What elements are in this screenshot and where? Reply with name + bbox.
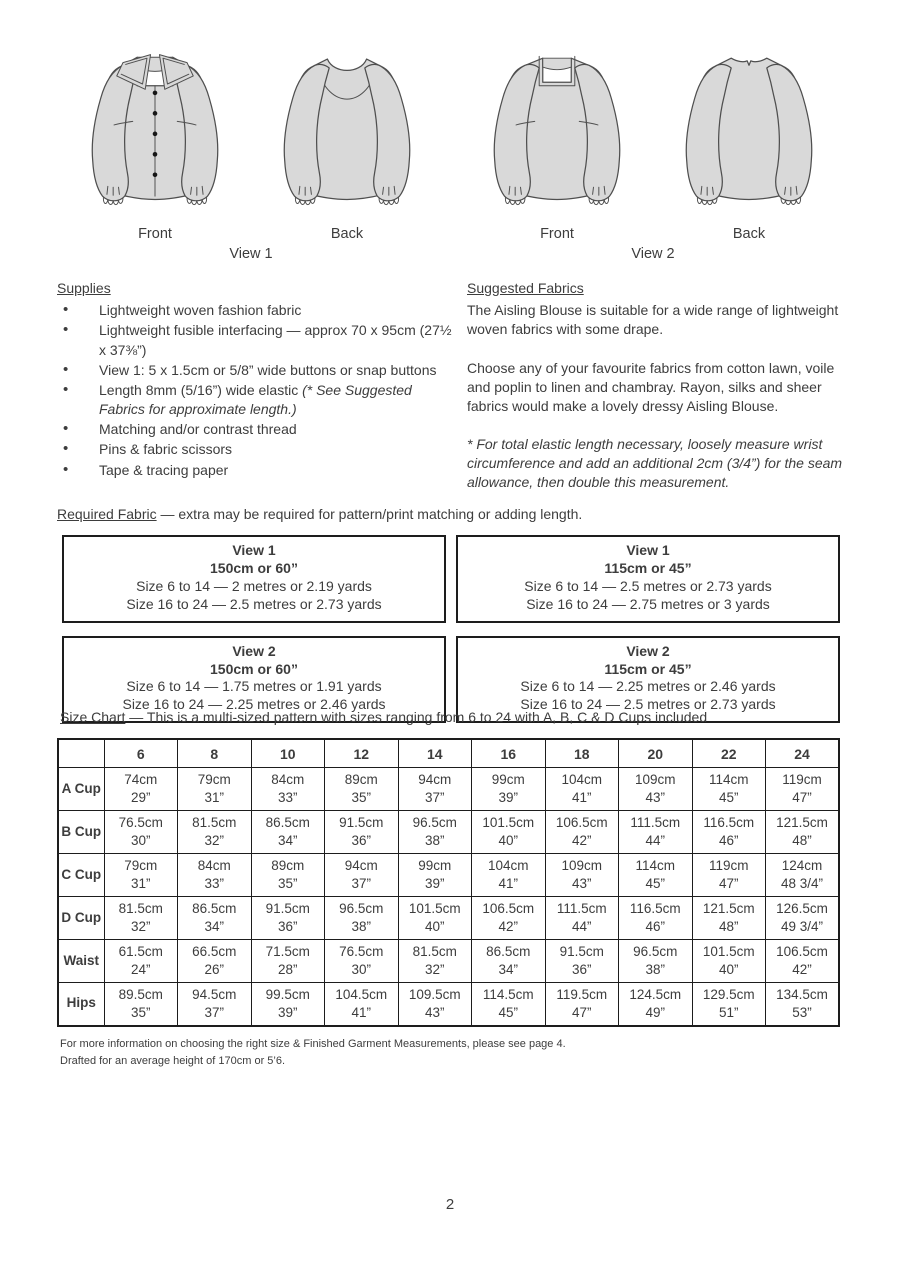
- supply-item-text: View 1: 5 x 1.5cm or 5/8” wide buttons or snap buttons: [99, 361, 437, 378]
- measurement-cell: [398, 811, 472, 854]
- measurement-inches: 40”: [718, 962, 739, 977]
- size-chart-heading-label: Size Chart: [60, 709, 126, 725]
- measurement-cm: 96.5cm: [339, 901, 384, 917]
- view2-front-figure: [468, 34, 646, 242]
- fabric-requirement-box: [62, 535, 446, 623]
- measurement-inches: 48 3/4”: [780, 876, 824, 891]
- suggested-fabrics-paragraph-1: The Aisling Blouse is suitable for a wide range of lightweight woven fabrics with some drape.: [467, 302, 839, 338]
- view1-front-blouse-illustration: [66, 34, 244, 223]
- fabric-box-view-title: View 2: [626, 642, 670, 659]
- measurement-inches: 28”: [277, 962, 298, 977]
- measurement-inches: 48”: [718, 919, 739, 934]
- measurement-inches: 42”: [498, 919, 518, 934]
- measurement-cm: 94cm: [344, 858, 378, 874]
- measurement-cm: 119.5cm: [556, 987, 608, 1003]
- measurement-cm: 116.5cm: [703, 815, 755, 831]
- supplies-section: [57, 279, 453, 493]
- measurement-cell: [398, 768, 472, 811]
- measurement-cell: [104, 983, 178, 1026]
- measurement-cell: [545, 940, 619, 983]
- measurement-cm: 104.5cm: [335, 987, 388, 1003]
- measurement-cell: [472, 768, 546, 811]
- chart-note-line1: For more information on choosing the right size & Finished Garment Measurements, please see page 4.: [60, 1038, 566, 1050]
- size-chart-header-row: [58, 739, 839, 768]
- measurement-cell: [545, 897, 619, 940]
- measurement-inches: 37”: [424, 790, 445, 805]
- measurement-inches: 42”: [571, 833, 592, 848]
- measurement-inches: 30”: [351, 962, 371, 977]
- measurement-cell: [104, 768, 178, 811]
- supply-item-text: Lightweight woven fashion fabric: [99, 302, 302, 319]
- measurement-cm: 119cm: [782, 772, 822, 788]
- size-chart-heading-rest: — This is a multi-sized pattern with sizes ranging from 6 to 24 with A, B, C & D Cups included: [125, 709, 708, 725]
- size-chart-row: [58, 811, 839, 854]
- measurement-cm: 96.5cm: [633, 944, 678, 960]
- supply-item-italic: (* See Suggested Fabrics for approximate length.): [99, 381, 412, 418]
- size-chart-row: [58, 940, 839, 983]
- supply-item: [57, 381, 453, 419]
- measurement-cm: 101.5cm: [408, 901, 461, 917]
- measurement-inches: 36”: [351, 833, 371, 848]
- measurement-row-label: B Cup: [58, 811, 104, 854]
- measurement-inches: 34”: [204, 919, 224, 934]
- fabric-requirement-box: [456, 535, 840, 623]
- measurement-cell: [619, 768, 693, 811]
- measurement-cell: [472, 940, 546, 983]
- measurement-cell: [178, 897, 252, 940]
- measurement-cell: [251, 983, 325, 1026]
- measurement-cell: [178, 854, 252, 897]
- fabric-box-line: Size 6 to 14 — 1.75 metres or 1.91 yards: [126, 678, 382, 695]
- fabric-box-line: Size 6 to 14 — 2.25 metres or 2.46 yards: [520, 678, 776, 695]
- suggested-fabrics-paragraph-2: Choose any of your favourite fabrics from cotton lawn, voile and poplin to linen and chambray. Rayon, silks and sheer fabrics would make a lovely dressy Aisling Blouse.: [467, 359, 835, 414]
- measurement-inches: 44”: [645, 833, 665, 848]
- measurement-cell: [398, 940, 472, 983]
- measurement-cm: 89.5cm: [118, 987, 163, 1003]
- measurement-row-label: A Cup: [58, 768, 104, 811]
- measurement-inches: 34”: [498, 962, 518, 977]
- measurement-cell: [766, 768, 840, 811]
- measurement-cell: [325, 811, 399, 854]
- size-column-header: 22: [692, 739, 766, 768]
- size-column-header: 20: [619, 739, 693, 768]
- measurement-cell: [692, 897, 766, 940]
- measurement-cm: 99cm: [491, 772, 525, 788]
- measurement-cm: 121.5cm: [776, 815, 828, 831]
- measurement-row-label: Hips: [58, 983, 104, 1026]
- measurement-cell: [766, 854, 840, 897]
- measurement-cm: 104cm: [487, 858, 529, 874]
- measurement-cell: [398, 897, 472, 940]
- measurement-cm: 71.5cm: [265, 944, 310, 960]
- measurement-inches: 40”: [424, 919, 445, 934]
- measurement-inches: 31”: [204, 790, 224, 805]
- fabric-box-line: Size 6 to 14 — 2.5 metres or 2.73 yards: [524, 577, 772, 594]
- measurement-inches: 38”: [351, 919, 371, 934]
- measurement-inches: 47”: [571, 1004, 592, 1020]
- measurement-cm: 79cm: [124, 858, 158, 874]
- measurement-inches: 44”: [571, 919, 592, 934]
- view1-back-blouse-illustration: [258, 34, 436, 223]
- measurement-cell: [545, 983, 619, 1026]
- measurement-inches: 51”: [718, 1004, 739, 1020]
- required-fabric-heading-label: Required Fabric: [57, 506, 157, 522]
- measurement-cm: 99cm: [418, 858, 452, 874]
- measurement-inches: 43”: [645, 790, 665, 805]
- measurement-cm: 109cm: [634, 772, 676, 788]
- size-column-header: 16: [472, 739, 546, 768]
- supply-item: [57, 440, 453, 459]
- measurement-inches: 26”: [204, 962, 224, 977]
- measurement-cell: [325, 768, 399, 811]
- measurement-cell: [619, 854, 693, 897]
- measurement-cell: [692, 854, 766, 897]
- measurement-row-label: D Cup: [58, 897, 104, 940]
- supplies-list: [57, 301, 453, 480]
- chart-note-line2: Drafted for an average height of 170cm or 5’6.: [60, 1055, 286, 1068]
- measurement-cm: 76.5cm: [118, 815, 163, 831]
- measurement-cm: 114.5cm: [482, 987, 534, 1003]
- fabric-box-width: 115cm or 45”: [604, 660, 692, 677]
- size-column-header: 12: [325, 739, 399, 768]
- measurement-cm: 86.5cm: [192, 901, 237, 917]
- size-chart-heading: [60, 709, 707, 725]
- required-fabric-boxes: [62, 535, 840, 723]
- page-number: 2: [445, 1196, 455, 1213]
- measurement-cm: 106.5cm: [776, 944, 828, 960]
- measurement-inches: 35”: [351, 790, 371, 805]
- measurement-cm: 89cm: [344, 772, 378, 788]
- view1-front-figure: [66, 34, 244, 242]
- measurement-cm: 91.5cm: [559, 944, 604, 960]
- measurement-inches: 32”: [424, 962, 445, 977]
- measurement-inches: 31”: [130, 876, 151, 891]
- view2-label: View 2: [631, 246, 675, 262]
- measurement-cm: 119cm: [708, 858, 749, 874]
- measurement-cm: 111.5cm: [556, 901, 607, 917]
- measurement-cm: 79cm: [197, 772, 231, 788]
- measurement-cell: [766, 940, 840, 983]
- view2-group: [468, 34, 838, 262]
- measurement-inches: 36”: [571, 962, 592, 977]
- fabric-box-width: 150cm or 60”: [210, 559, 298, 576]
- fabric-box-line: Size 16 to 24 — 2.75 metres or 3 yards: [526, 595, 770, 612]
- size-chart-row: [58, 768, 839, 811]
- measurement-inches: 47”: [792, 790, 812, 805]
- measurement-cell: [472, 897, 546, 940]
- measurement-inches: 37”: [204, 1004, 224, 1020]
- measurement-cell: [251, 811, 325, 854]
- measurement-cm: 91.5cm: [265, 901, 310, 917]
- measurement-cm: 94.5cm: [192, 987, 237, 1003]
- supply-item-text: Length 8mm (5/16”) wide elastic: [99, 381, 303, 398]
- measurement-inches: 43”: [571, 876, 592, 891]
- measurement-cm: 124cm: [781, 858, 823, 874]
- view1-front-caption: Front: [138, 226, 172, 242]
- measurement-cm: 66.5cm: [192, 944, 237, 960]
- size-chart-row: [58, 854, 839, 897]
- measurement-cell: [545, 811, 619, 854]
- suggested-fabrics-section: [467, 279, 847, 493]
- view1-group: [66, 34, 436, 262]
- measurement-cm: 86.5cm: [486, 944, 531, 960]
- view2-front-blouse-illustration: [468, 34, 646, 223]
- measurement-cm: 124.5cm: [629, 987, 682, 1003]
- measurement-cell: [472, 854, 546, 897]
- measurement-cm: 81.5cm: [412, 944, 457, 960]
- measurement-row-label: Waist: [58, 940, 104, 983]
- measurement-cm: 84cm: [197, 858, 231, 874]
- measurement-cell: [766, 897, 840, 940]
- supply-item: [57, 361, 453, 380]
- fabric-box-view-title: View 2: [232, 642, 276, 659]
- chart-notes: [60, 1036, 566, 1070]
- measurement-cm: 129.5cm: [702, 987, 755, 1003]
- measurement-cell: [398, 983, 472, 1026]
- measurement-inches: 33”: [277, 790, 298, 805]
- size-column-header: 10: [251, 739, 325, 768]
- supply-item-text: Lightweight fusible interfacing — approx 70 x 95cm (27½ x 37⅜”): [99, 322, 452, 358]
- fabric-box-view-title: View 1: [626, 542, 670, 558]
- fabric-box-line: Size 6 to 14 — 2 metres or 2.19 yards: [136, 577, 372, 594]
- measurement-cm: 109cm: [561, 858, 603, 874]
- measurement-cell: [178, 768, 252, 811]
- measurement-cm: 81.5cm: [118, 901, 163, 917]
- measurement-inches: 39”: [277, 1004, 298, 1020]
- measurement-cell: [251, 768, 325, 811]
- measurement-cell: [472, 811, 546, 854]
- measurement-inches: 45”: [498, 1004, 518, 1020]
- measurement-cell: [619, 983, 693, 1026]
- measurement-inches: 32”: [130, 919, 151, 934]
- measurement-cm: 89cm: [271, 858, 305, 874]
- measurement-cell: [325, 854, 399, 897]
- required-fabric-heading: [57, 506, 582, 522]
- supply-item: [57, 420, 453, 439]
- measurement-cell: [104, 854, 178, 897]
- measurement-cell: [472, 983, 546, 1026]
- supply-item-text: Pins & fabric scissors: [99, 441, 233, 458]
- fabric-box-line: Size 16 to 24 — 2.5 metres or 2.73 yards: [520, 696, 776, 713]
- measurement-cm: 134.5cm: [776, 987, 828, 1003]
- measurement-cm: 121.5cm: [702, 901, 755, 917]
- measurement-cm: 111.5cm: [630, 815, 681, 831]
- measurement-cell: [766, 811, 840, 854]
- supply-item-text: Tape & tracing paper: [99, 461, 229, 478]
- required-fabric-heading-rest: — extra may be required for pattern/print matching or adding length.: [156, 506, 583, 522]
- measurement-cm: 96.5cm: [412, 815, 457, 831]
- measurement-cell: [325, 983, 399, 1026]
- measurement-inches: 38”: [424, 833, 445, 848]
- measurement-cm: 74cm: [124, 772, 158, 788]
- measurement-cell: [104, 811, 178, 854]
- measurement-cell: [545, 854, 619, 897]
- measurement-inches: 48”: [792, 833, 812, 848]
- measurement-cm: 106.5cm: [482, 901, 535, 917]
- measurement-inches: 47”: [718, 876, 739, 891]
- measurement-inches: 43”: [424, 1004, 445, 1020]
- measurement-inches: 49 3/4”: [780, 919, 824, 934]
- view2-back-figure: [660, 34, 838, 242]
- measurement-cm: 99.5cm: [265, 987, 310, 1003]
- suggested-fabrics-heading: Suggested Fabrics: [467, 280, 584, 296]
- view2-back-blouse-illustration: [660, 34, 838, 223]
- measurement-cm: 61.5cm: [118, 944, 163, 960]
- fabric-box-line: Size 16 to 24 — 2.25 metres or 2.46 yards: [122, 696, 386, 713]
- size-chart-corner-cell: [58, 739, 104, 768]
- measurement-cm: 114cm: [635, 858, 676, 874]
- text-columns: [57, 279, 847, 493]
- measurement-cell: [619, 940, 693, 983]
- measurement-cell: [692, 983, 766, 1026]
- size-chart-wrap: [57, 738, 838, 1027]
- measurement-cell: [766, 983, 840, 1026]
- supply-item: [57, 461, 453, 480]
- measurement-inches: 45”: [645, 876, 665, 891]
- measurement-cell: [251, 940, 325, 983]
- measurement-inches: 24”: [130, 962, 151, 977]
- measurement-cell: [104, 897, 178, 940]
- measurement-cm: 114cm: [708, 772, 749, 788]
- measurement-inches: 49”: [645, 1004, 665, 1020]
- measurement-cm: 109.5cm: [408, 987, 461, 1003]
- measurement-cell: [325, 940, 399, 983]
- measurement-inches: 37”: [351, 876, 371, 891]
- supply-item: [57, 321, 453, 359]
- measurement-row-label: C Cup: [58, 854, 104, 897]
- measurement-inches: 33”: [204, 876, 224, 891]
- size-chart-row: [58, 897, 839, 940]
- measurement-inches: 36”: [277, 919, 298, 934]
- measurement-cell: [178, 940, 252, 983]
- measurement-cell: [251, 854, 325, 897]
- measurement-inches: 38”: [645, 962, 665, 977]
- size-column-header: 14: [398, 739, 472, 768]
- measurement-inches: 41”: [498, 876, 518, 891]
- measurement-cell: [692, 811, 766, 854]
- supplies-heading: Supplies: [57, 280, 111, 296]
- fabric-box-line: Size 16 to 24 — 2.5 metres or 2.73 yards: [126, 595, 382, 612]
- measurement-inches: 39”: [424, 876, 445, 891]
- view1-back-caption: Back: [330, 226, 364, 242]
- measurement-inches: 46”: [645, 919, 665, 934]
- view1-back-figure: [258, 34, 436, 242]
- measurement-cm: 101.5cm: [702, 944, 755, 960]
- measurement-cm: 86.5cm: [265, 815, 310, 831]
- measurement-cell: [178, 983, 252, 1026]
- measurement-inches: 30”: [130, 833, 151, 848]
- measurement-inches: 41”: [571, 790, 592, 805]
- measurement-inches: 42”: [792, 962, 812, 977]
- view1-label: View 1: [229, 246, 273, 262]
- fabric-box-view-title: View 1: [232, 542, 276, 558]
- measurement-inches: 29”: [130, 790, 151, 805]
- fabric-box-width: 115cm or 45”: [604, 559, 692, 576]
- measurement-cell: [692, 768, 766, 811]
- measurement-inches: 32”: [204, 833, 224, 848]
- measurement-cm: 81.5cm: [192, 815, 237, 831]
- size-chart-body: [58, 768, 839, 1026]
- illustrations-row: [66, 34, 838, 262]
- measurement-cm: 84cm: [271, 772, 305, 788]
- measurement-inches: 35”: [130, 1004, 151, 1020]
- measurement-cell: [619, 897, 693, 940]
- measurement-cell: [104, 940, 178, 983]
- measurement-cell: [692, 940, 766, 983]
- supply-item: [57, 301, 453, 320]
- measurement-cm: 91.5cm: [339, 815, 384, 831]
- measurement-inches: 46”: [718, 833, 739, 848]
- elastic-length-note: * For total elastic length necessary, loosely measure wrist circumference and add an additional 2cm (3/4”) for the seam allowance, then double this measurement.: [467, 436, 843, 491]
- measurement-cell: [325, 897, 399, 940]
- size-chart-row: [58, 983, 839, 1026]
- size-column-header: 6: [104, 739, 178, 768]
- measurement-inches: 45”: [718, 790, 739, 805]
- measurement-cm: 106.5cm: [555, 815, 608, 831]
- measurement-cm: 94cm: [418, 772, 452, 788]
- measurement-cell: [178, 811, 252, 854]
- measurement-inches: 53”: [792, 1004, 812, 1020]
- size-column-header: 8: [178, 739, 252, 768]
- measurement-cm: 126.5cm: [776, 901, 828, 917]
- measurement-cm: 104cm: [561, 772, 603, 788]
- size-chart-table: [57, 738, 840, 1027]
- measurement-inches: 39”: [498, 790, 518, 805]
- measurement-inches: 41”: [351, 1004, 371, 1020]
- measurement-inches: 34”: [277, 833, 298, 848]
- measurement-inches: 35”: [277, 876, 298, 891]
- size-column-header: 18: [545, 739, 619, 768]
- measurement-cell: [619, 811, 693, 854]
- size-column-header: 24: [766, 739, 840, 768]
- measurement-cell: [251, 897, 325, 940]
- view2-back-caption: Back: [732, 226, 766, 242]
- measurement-inches: 40”: [498, 833, 518, 848]
- measurement-cm: 76.5cm: [339, 944, 384, 960]
- view2-front-caption: Front: [540, 226, 574, 242]
- fabric-box-width: 150cm or 60”: [210, 660, 298, 677]
- measurement-cell: [545, 768, 619, 811]
- measurement-cm: 101.5cm: [482, 815, 535, 831]
- supply-item-text: Matching and/or contrast thread: [99, 421, 297, 438]
- measurement-cell: [398, 854, 472, 897]
- measurement-cm: 116.5cm: [629, 901, 681, 917]
